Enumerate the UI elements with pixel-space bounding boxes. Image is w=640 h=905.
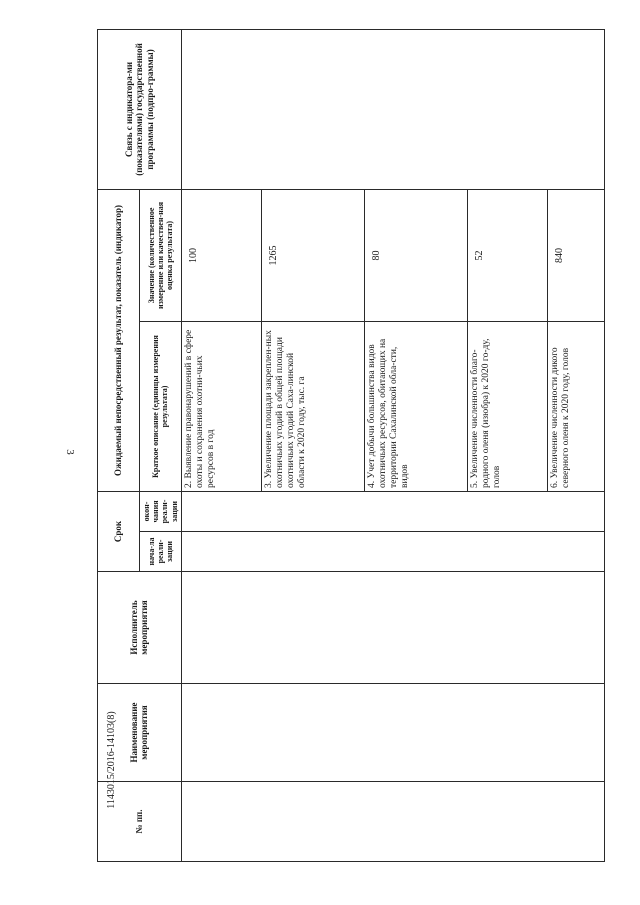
result-desc-cell: 3. Увеличение площади закреплен-ных охотничьих угодий в общей площади охотничьих угодий Саха-линской области к 2020 году, тыс. га <box>261 321 364 491</box>
header-result: Ожидаемый непосредственный результат, показатель (индикатор) <box>98 189 140 491</box>
result-desc-cell: 2. Выявление правонарушений в сфере охоты и сохранения охотни-чьих ресурсов в год <box>181 321 261 491</box>
num-cell <box>181 782 604 862</box>
result-value-cell: 80 <box>364 189 467 321</box>
table-container <box>97 30 605 862</box>
header-term-end: окон-чания реали-зации <box>140 491 182 531</box>
result-value-cell: 100 <box>181 189 261 321</box>
header-link: Связь с индикатора-ми (показателями) государственной программы (подпро-граммы) <box>98 29 182 189</box>
header-row-1 <box>98 29 140 861</box>
header-term-start: нача-ла реали-зации <box>140 532 182 572</box>
result-desc-cell: 4. Учет добычи большинства видов охотничьих ресурсов, обитающих на территории Сахалинской обла-сти, видов <box>364 321 467 491</box>
page-number: 3 <box>64 449 76 455</box>
document-code: 1143015/2016-14103(8) <box>106 711 117 809</box>
name-cell <box>181 684 604 782</box>
header-name: Наименование мероприятия <box>98 684 182 782</box>
header-result-desc: Краткое описание (единицы измерения результата) <box>140 321 182 491</box>
result-value-cell: 840 <box>548 189 605 321</box>
result-desc-cell: 5. Увеличение численности благо-родного оленя (изюбра) к 2020 го-ду, голов <box>468 321 548 491</box>
result-value-cell: 52 <box>468 189 548 321</box>
result-value-cell: 1265 <box>261 189 364 321</box>
rotated-table-frame <box>97 30 605 862</box>
term-start-cell <box>181 532 604 572</box>
activities-table <box>97 29 605 862</box>
header-executor: Исполнитель мероприятия <box>98 572 182 684</box>
table-row <box>181 29 261 861</box>
header-result-value: Значение (количественное измерение или качествен-ная оценка результата) <box>140 189 182 321</box>
result-desc-cell: 6. Увеличение численности дикого северного оленя к 2020 году, голов <box>548 321 605 491</box>
header-term: Срок <box>98 491 140 571</box>
link-cell <box>181 29 604 189</box>
executor-cell <box>181 572 604 684</box>
term-end-cell <box>181 491 604 531</box>
header-num: № пп. <box>98 782 182 862</box>
